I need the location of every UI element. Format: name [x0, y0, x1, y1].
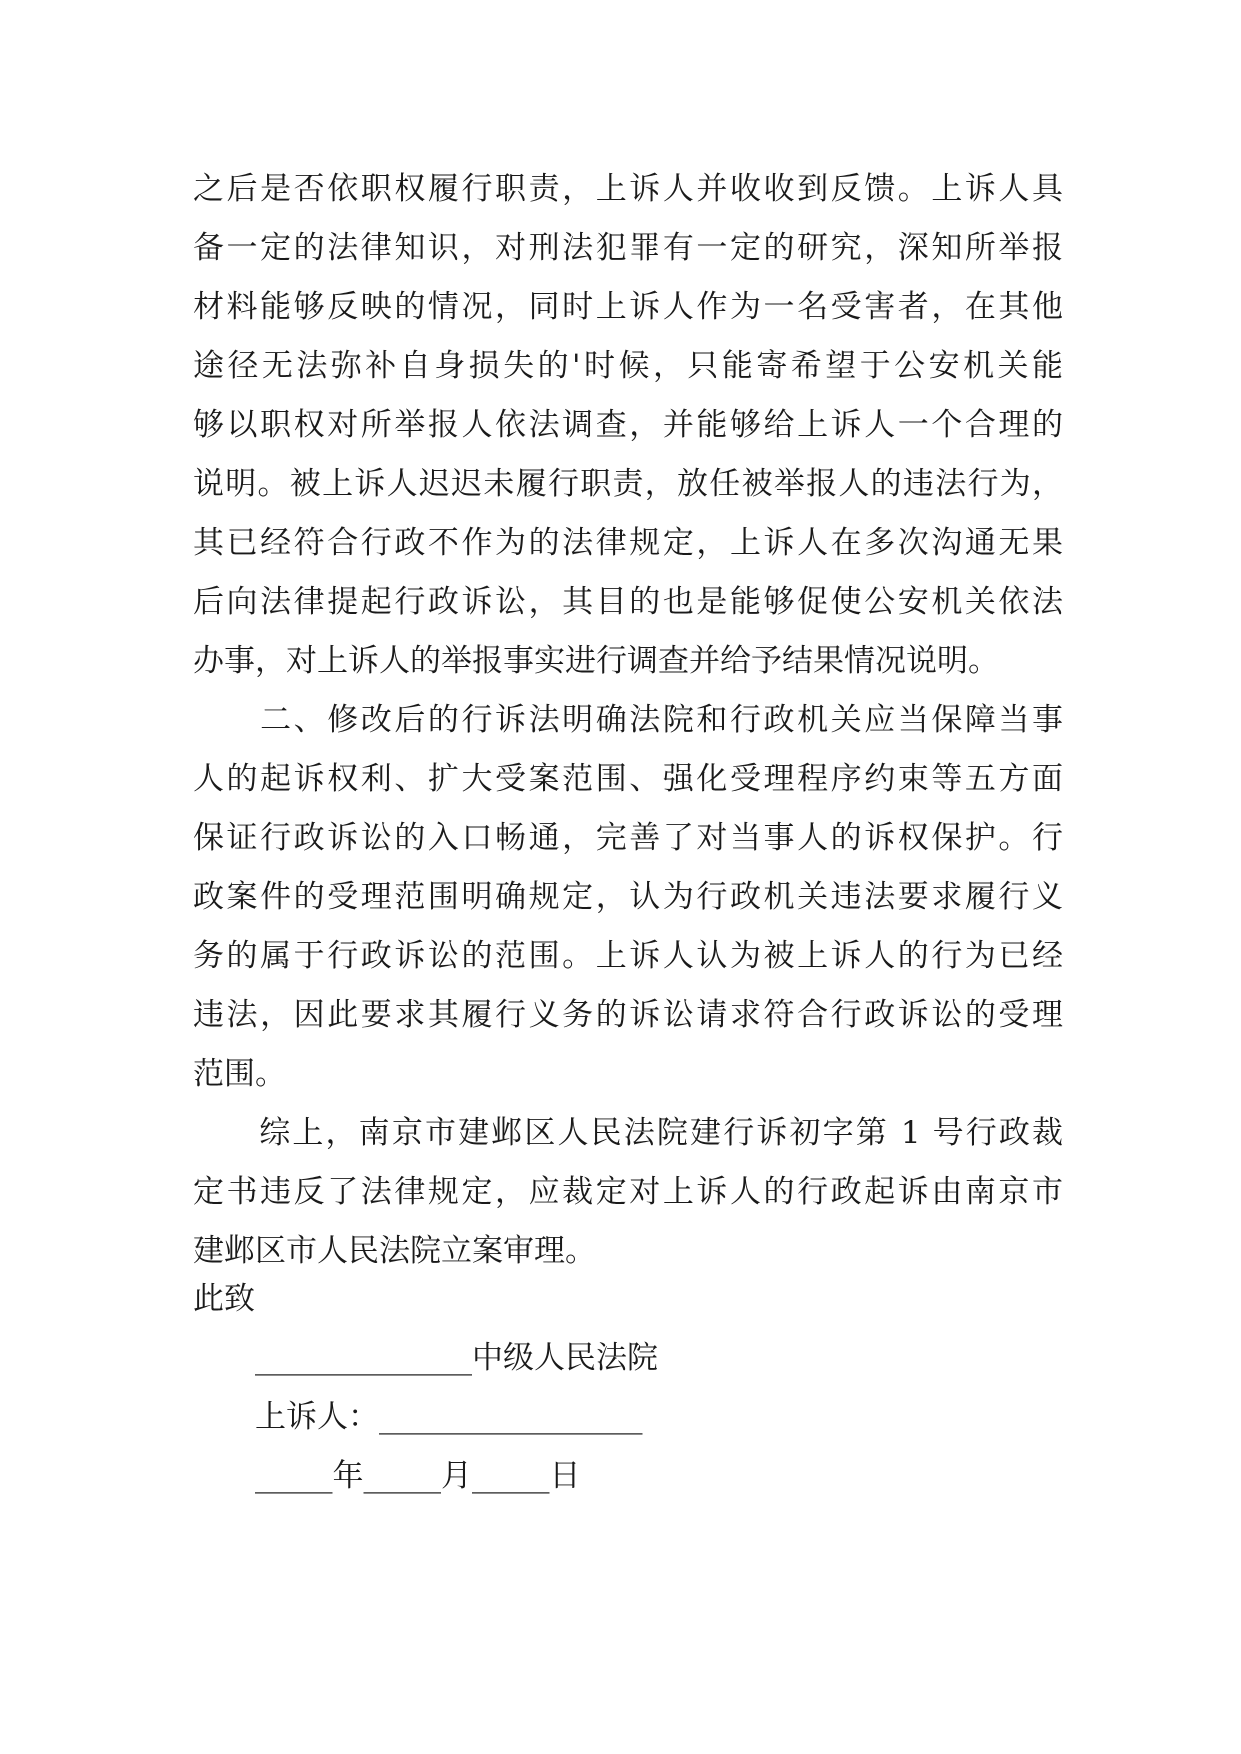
document-body [193, 160, 1063, 1281]
body-text-line: 后向法律提起行政诉讼，其目的也是能够促使公安机关依法 [193, 584, 1063, 620]
body-text-line: 材料能够反映的情况，同时上诉人作为一名受害者，在其他 [193, 289, 1063, 325]
body-text-line: 综上，南京市建邺区人民法院建行诉初字第 1 号行政裁 [193, 1115, 1063, 1151]
body-text-line: 说明。被上诉人迟迟未履行职责，放任被举报人的违法行为， [193, 466, 1063, 502]
closing-salutation: 此致 [193, 1281, 255, 1317]
document-signoff [193, 1270, 1063, 1506]
body-text-line: 够以职权对所举报人依法调查，并能够给上诉人一个合理的 [193, 407, 1063, 443]
date-line: _____年_____月_____日 [255, 1458, 581, 1494]
court-addressee-line: ______________中级人民法院 [255, 1340, 658, 1376]
body-text-line: 定书违反了法律规定，应裁定对上诉人的行政起诉由南京市 [193, 1174, 1063, 1210]
body-text-line: 途径无法弥补自身损失的'时候，只能寄希望于公安机关能 [193, 348, 1063, 384]
body-text-line: 范围。 [193, 1056, 286, 1092]
body-text-line: 之后是否依职权履行职责，上诉人并收收到反馈。上诉人具 [193, 171, 1063, 207]
body-text-line: 备一定的法律知识，对刑法犯罪有一定的研究，深知所举报 [193, 230, 1063, 266]
body-text-line: 二、修改后的行诉法明确法院和行政机关应当保障当事 [193, 702, 1063, 738]
body-text-line: 务的属于行政诉讼的范围。上诉人认为被上诉人的行为已经 [193, 938, 1063, 974]
appellant-signature-line: 上诉人：_________________ [255, 1399, 643, 1435]
body-text-line: 违法，因此要求其履行义务的诉讼请求符合行政诉讼的受理 [193, 997, 1063, 1033]
body-text-line: 保证行政诉讼的入口畅通，完善了对当事人的诉权保护。行 [193, 820, 1063, 856]
body-text-line: 其已经符合行政不作为的法律规定，上诉人在多次沟通无果 [193, 525, 1063, 561]
body-text-line: 办事，对上诉人的举报事实进行调查并给予结果情况说明。 [193, 643, 999, 679]
body-text-line: 人的起诉权利、扩大受案范围、强化受理程序约束等五方面 [193, 761, 1063, 797]
body-text-line: 建邺区市人民法院立案审理。 [193, 1233, 596, 1269]
body-text-line: 政案件的受理范围明确规定，认为行政机关违法要求履行义 [193, 879, 1063, 915]
